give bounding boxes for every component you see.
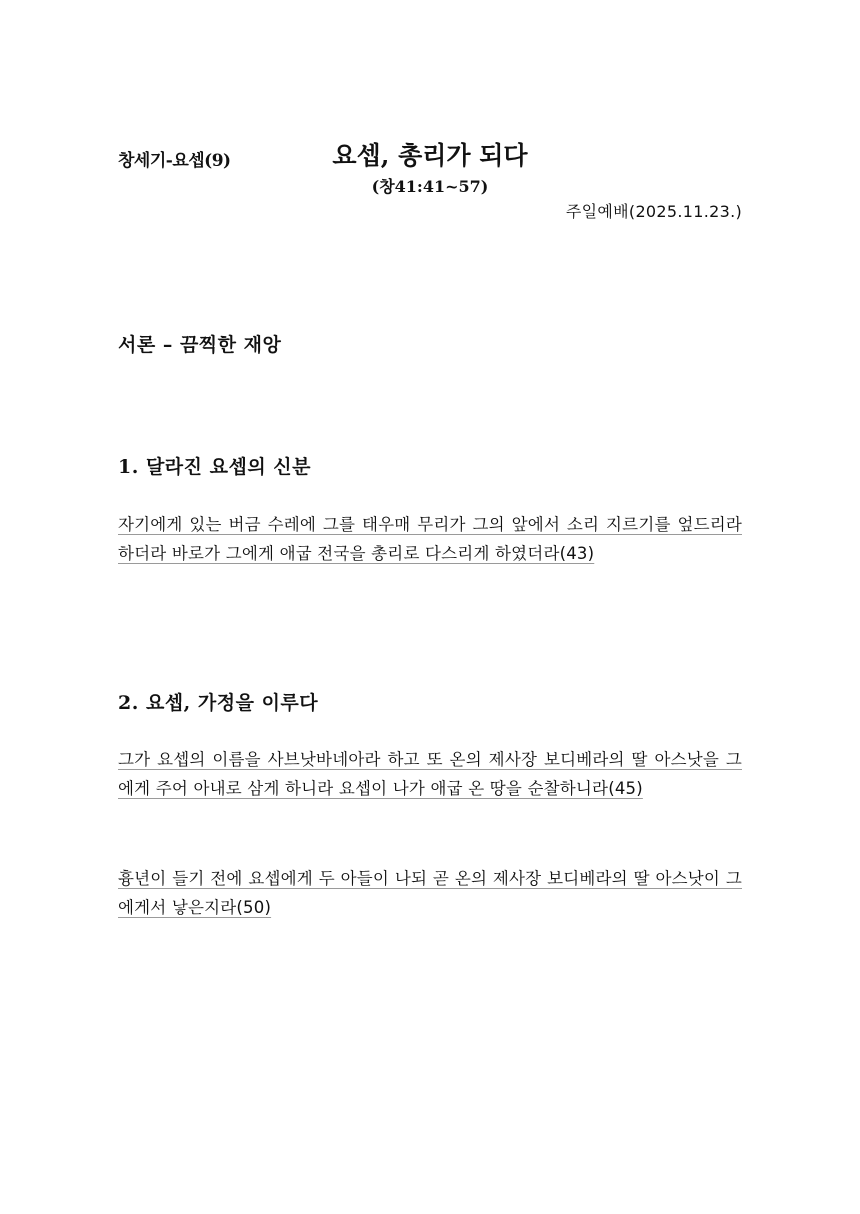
intro-heading: 서론 – 끔찍한 재앙 [118, 334, 282, 356]
verse-paragraph [118, 745, 742, 803]
series-label: 창세기-요셉(9) [118, 151, 231, 171]
section-heading-1: 1. 달라진 요셉의 신분 [118, 456, 312, 478]
verse-text: 그가 요셉의 이름을 사브낫바네아라 하고 또 온의 제사장 보디베라의 딸 아스낫을 그에게 주어 아내로 삼게 하니라 요셉이 나가 애굽 온 땅을 순찰하니라(45) [118, 750, 742, 798]
scripture-reference: (창41:41~57) [371, 177, 489, 196]
section-heading-2: 2. 요셉, 가정을 이루다 [118, 692, 319, 714]
sermon-title-text: 요셉, 총리가 되다 [332, 141, 528, 170]
verse-text: 자기에게 있는 버금 수레에 그를 태우매 무리가 그의 앞에서 소리 지르기를 엎드리라 하더라 바로가 그에게 애굽 전국을 총리로 다스리게 하였더라(43) [118, 515, 742, 563]
sermon-title [0, 136, 860, 172]
service-date: 주일예배(2025.11.23.) [565, 202, 742, 221]
verse-paragraph [118, 864, 742, 922]
verse-paragraph [118, 510, 742, 568]
verse-text: 흉년이 들기 전에 요셉에게 두 아들이 나되 곧 온의 제사장 보디베라의 딸 아스낫이 그에게서 낳은지라(50) [118, 869, 742, 917]
